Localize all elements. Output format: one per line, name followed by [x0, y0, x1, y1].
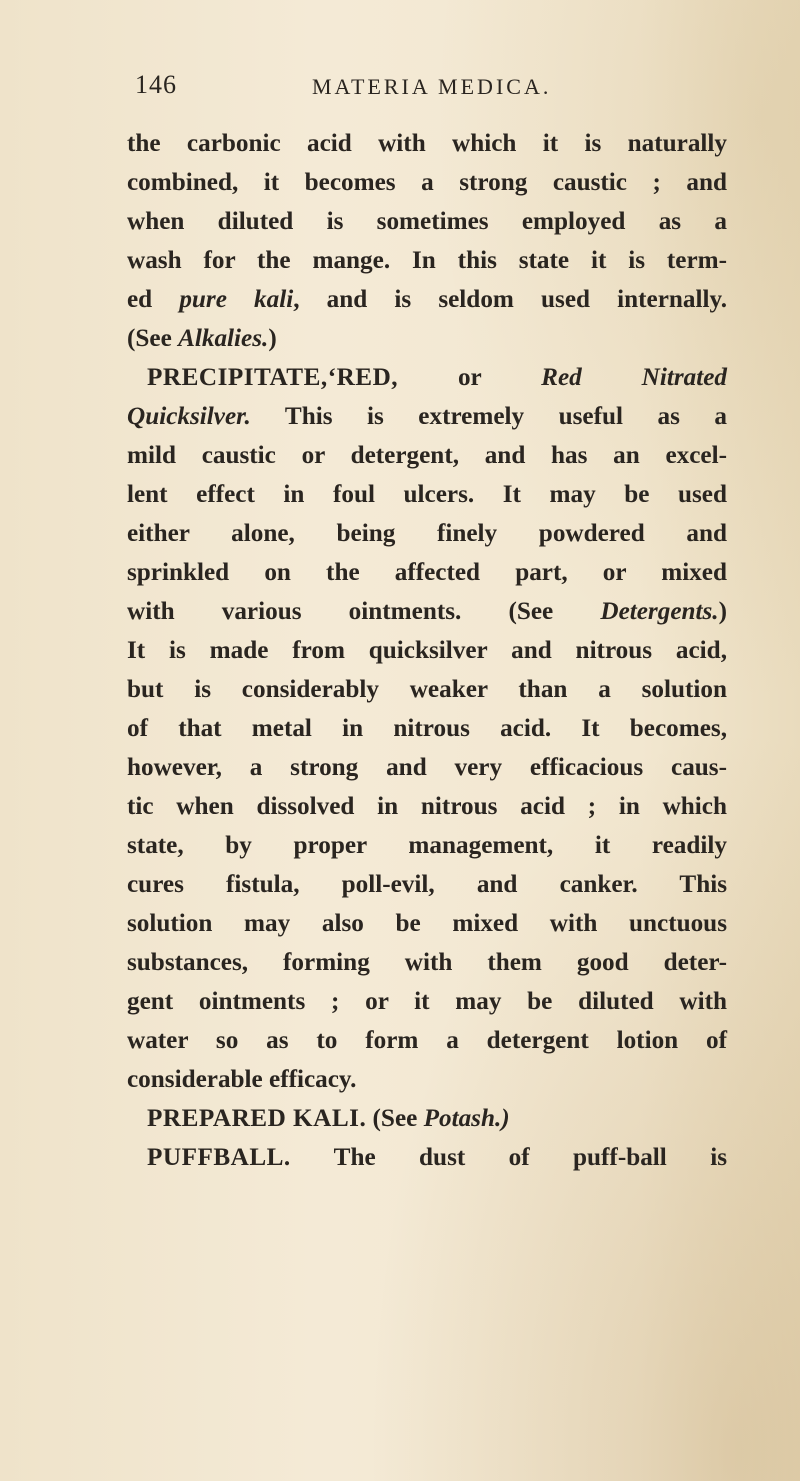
text-segment: solution may also be mixed with unctuous: [127, 910, 727, 937]
page-number: 146: [135, 70, 177, 99]
text-line: [127, 553, 727, 592]
entry-heading: PREPARED KALI.: [147, 1105, 367, 1132]
text-segment: with various ointments. (See: [127, 598, 601, 625]
running-head-title: MATERIA MEDICA.: [312, 74, 552, 99]
text-segment: It is made from quicksilver and nitrous acid,: [127, 637, 727, 664]
text-segment: however, a strong and very efficacious caus-: [127, 754, 727, 781]
text-line: [127, 163, 727, 202]
text-segment: either alone, being finely powdered and: [127, 520, 727, 547]
text-line: [127, 592, 727, 631]
text-line: [127, 1099, 727, 1138]
text-line: [127, 475, 727, 514]
text-segment: gent ointments ; or it may be diluted with: [127, 988, 727, 1015]
text-segment: of that metal in nitrous acid. It becomes,: [127, 715, 727, 742]
text-segment: ed: [127, 286, 180, 313]
text-line: [127, 397, 727, 436]
running-head: [125, 70, 685, 106]
text-line: [127, 202, 727, 241]
italic-text: Alkalies.: [178, 325, 269, 352]
italic-text: Quicksilver.: [127, 403, 251, 430]
text-segment: lent effect in foul ulcers. It may be used: [127, 481, 727, 508]
text-segment: sprinkled on the affected part, or mixed: [127, 559, 727, 586]
text-segment: (See: [366, 1105, 424, 1132]
text-line: [127, 514, 727, 553]
text-segment: combined, it becomes a strong caustic ; and: [127, 169, 727, 196]
text-line: [127, 631, 727, 670]
text-line: [127, 241, 727, 280]
text-line: [127, 943, 727, 982]
text-line: [127, 319, 727, 358]
text-segment: substances, forming with them good deter-: [127, 949, 727, 976]
text-segment: water so as to form a detergent lotion of: [127, 1027, 727, 1054]
text-line: [127, 826, 727, 865]
text-segment: ): [268, 325, 277, 352]
entry-heading: PRECIPITATE,‘RED,: [147, 364, 399, 391]
text-segment: The dust of puff-ball is: [290, 1144, 727, 1171]
text-line: [127, 1021, 727, 1060]
italic-text: Potash.): [423, 1105, 510, 1132]
text-segment: wash for the mange. In this state it is term-: [127, 247, 727, 274]
text-line: [127, 280, 727, 319]
text-segment: (See: [127, 325, 179, 352]
text-segment: but is considerably weaker than a solution: [127, 676, 727, 703]
text-line: [127, 1060, 727, 1099]
text-line: [127, 670, 727, 709]
text-line: [127, 436, 727, 475]
text-segment: the carbonic acid with which it is naturally: [127, 130, 727, 157]
text-segment: cures fistula, poll-evil, and canker. This: [127, 871, 727, 898]
text-line: [127, 748, 727, 787]
text-segment: state, by proper management, it readily: [127, 832, 727, 859]
entry-heading: PUFFBALL.: [147, 1144, 291, 1171]
body-text: [127, 124, 727, 1177]
text-segment: mild caustic or detergent, and has an excel-: [127, 442, 727, 469]
text-line: [127, 709, 727, 748]
italic-text: Detergents.: [600, 598, 719, 625]
text-segment: considerable efficacy.: [127, 1066, 357, 1093]
text-line: [127, 904, 727, 943]
text-segment: or: [398, 364, 542, 391]
italic-text: Red Nitrated: [541, 364, 727, 391]
text-line: [127, 1138, 727, 1177]
text-line: [127, 865, 727, 904]
text-line: [127, 787, 727, 826]
text-line: [127, 124, 727, 163]
text-line: [127, 358, 727, 397]
text-segment: tic when dissolved in nitrous acid ; in which: [127, 793, 727, 820]
text-segment: ): [718, 598, 727, 625]
text-segment: when diluted is sometimes employed as a: [127, 208, 727, 235]
italic-text: pure kali: [179, 286, 294, 313]
text-line: [127, 982, 727, 1021]
text-segment: , and is seldom used internally.: [293, 286, 727, 313]
text-segment: This is extremely useful as a: [250, 403, 727, 430]
